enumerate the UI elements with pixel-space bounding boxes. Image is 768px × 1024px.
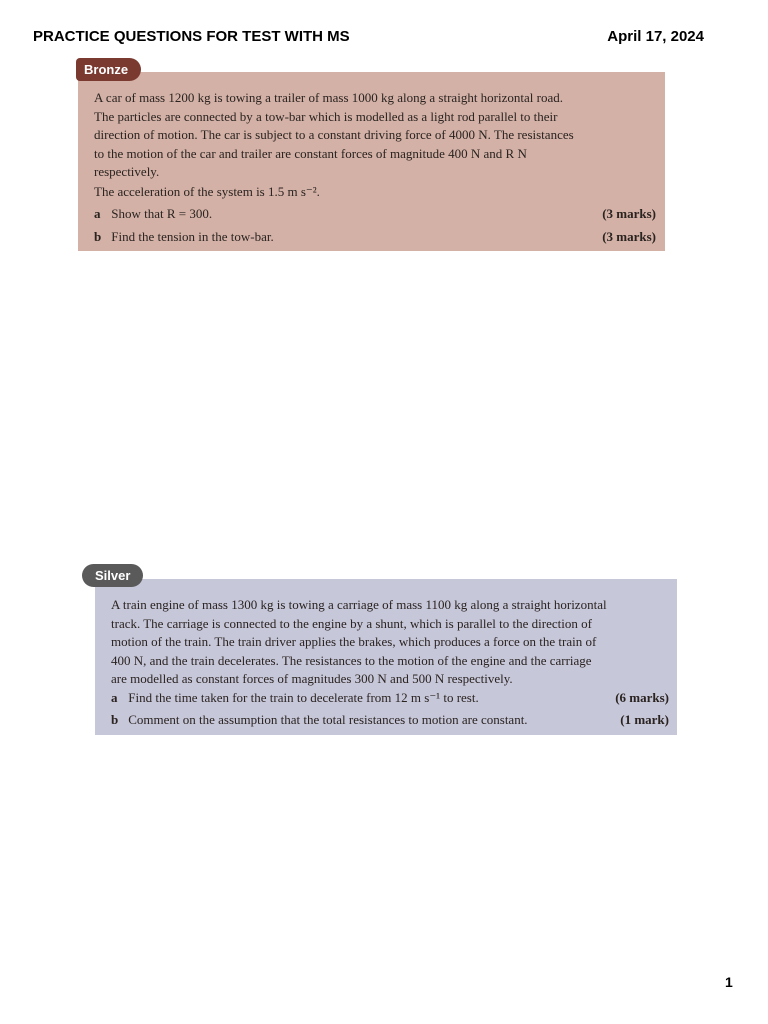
silver-line: motion of the train. The train driver applies the brakes, which produces a force on the train of (111, 634, 597, 649)
part-letter: b (111, 712, 119, 727)
silver-line: 400 N, and the train decelerates. The resistances to the motion of the engine and the carriage (111, 652, 592, 668)
part-letter: a (111, 690, 118, 705)
silver-part-a-marks: (6 marks) (615, 690, 669, 705)
bronze-tag: Bronze (76, 58, 141, 81)
part-letter: b (94, 229, 102, 244)
page-date: April 17, 2024 (607, 28, 704, 45)
silver-line: A train engine of mass 1300 kg is towing a carriage of mass 1100 kg along a straight horizontal (111, 597, 607, 612)
silver-line: are modelled as constant forces of magnitudes 300 N and 500 N respectively. (111, 671, 513, 686)
silver-question-text (111, 596, 671, 689)
bronze-line: respectively. (94, 164, 160, 179)
bronze-part-a (94, 205, 212, 224)
bronze-acceleration-text: The acceleration of the system is 1.5 m s⁻². (94, 184, 320, 199)
part-text: Show that R = 300. (111, 206, 213, 221)
page-number: 1 (725, 974, 733, 990)
bronze-part-b (94, 228, 274, 247)
silver-part-b (111, 711, 528, 730)
bronze-part-a-marks: (3 marks) (602, 206, 656, 221)
silver-part-b-marks: (1 mark) (620, 712, 669, 727)
silver-question-box (95, 579, 677, 735)
bronze-line: A car of mass 1200 kg is towing a trailer of mass 1000 kg along a straight horizontal road. (94, 90, 563, 105)
bronze-part-b-marks: (3 marks) (602, 229, 656, 244)
bronze-question-text (94, 89, 649, 182)
part-text: Find the tension in the tow-bar. (111, 229, 274, 244)
bronze-line: The particles are connected by a tow-bar which is modelled as a light rod parallel to their (94, 108, 558, 124)
silver-part-a (111, 689, 479, 708)
part-text: Comment on the assumption that the total resistances to motion are constant. (128, 712, 528, 727)
bronze-line: to the motion of the car and trailer are constant forces of magnitude 400 N and R N (94, 145, 527, 161)
bronze-question-box (78, 72, 665, 251)
part-letter: a (94, 206, 101, 221)
silver-line: track. The carriage is connected to the engine by a shunt, which is parallel to the direction of (111, 615, 592, 631)
part-text: Find the time taken for the train to decelerate from 12 m s⁻¹ to rest. (128, 690, 479, 705)
bronze-line: direction of motion. The car is subject to a constant driving force of 4000 N. The resistances (94, 127, 574, 142)
silver-tag: Silver (82, 564, 143, 587)
page-title: PRACTICE QUESTIONS FOR TEST WITH MS (33, 28, 350, 45)
